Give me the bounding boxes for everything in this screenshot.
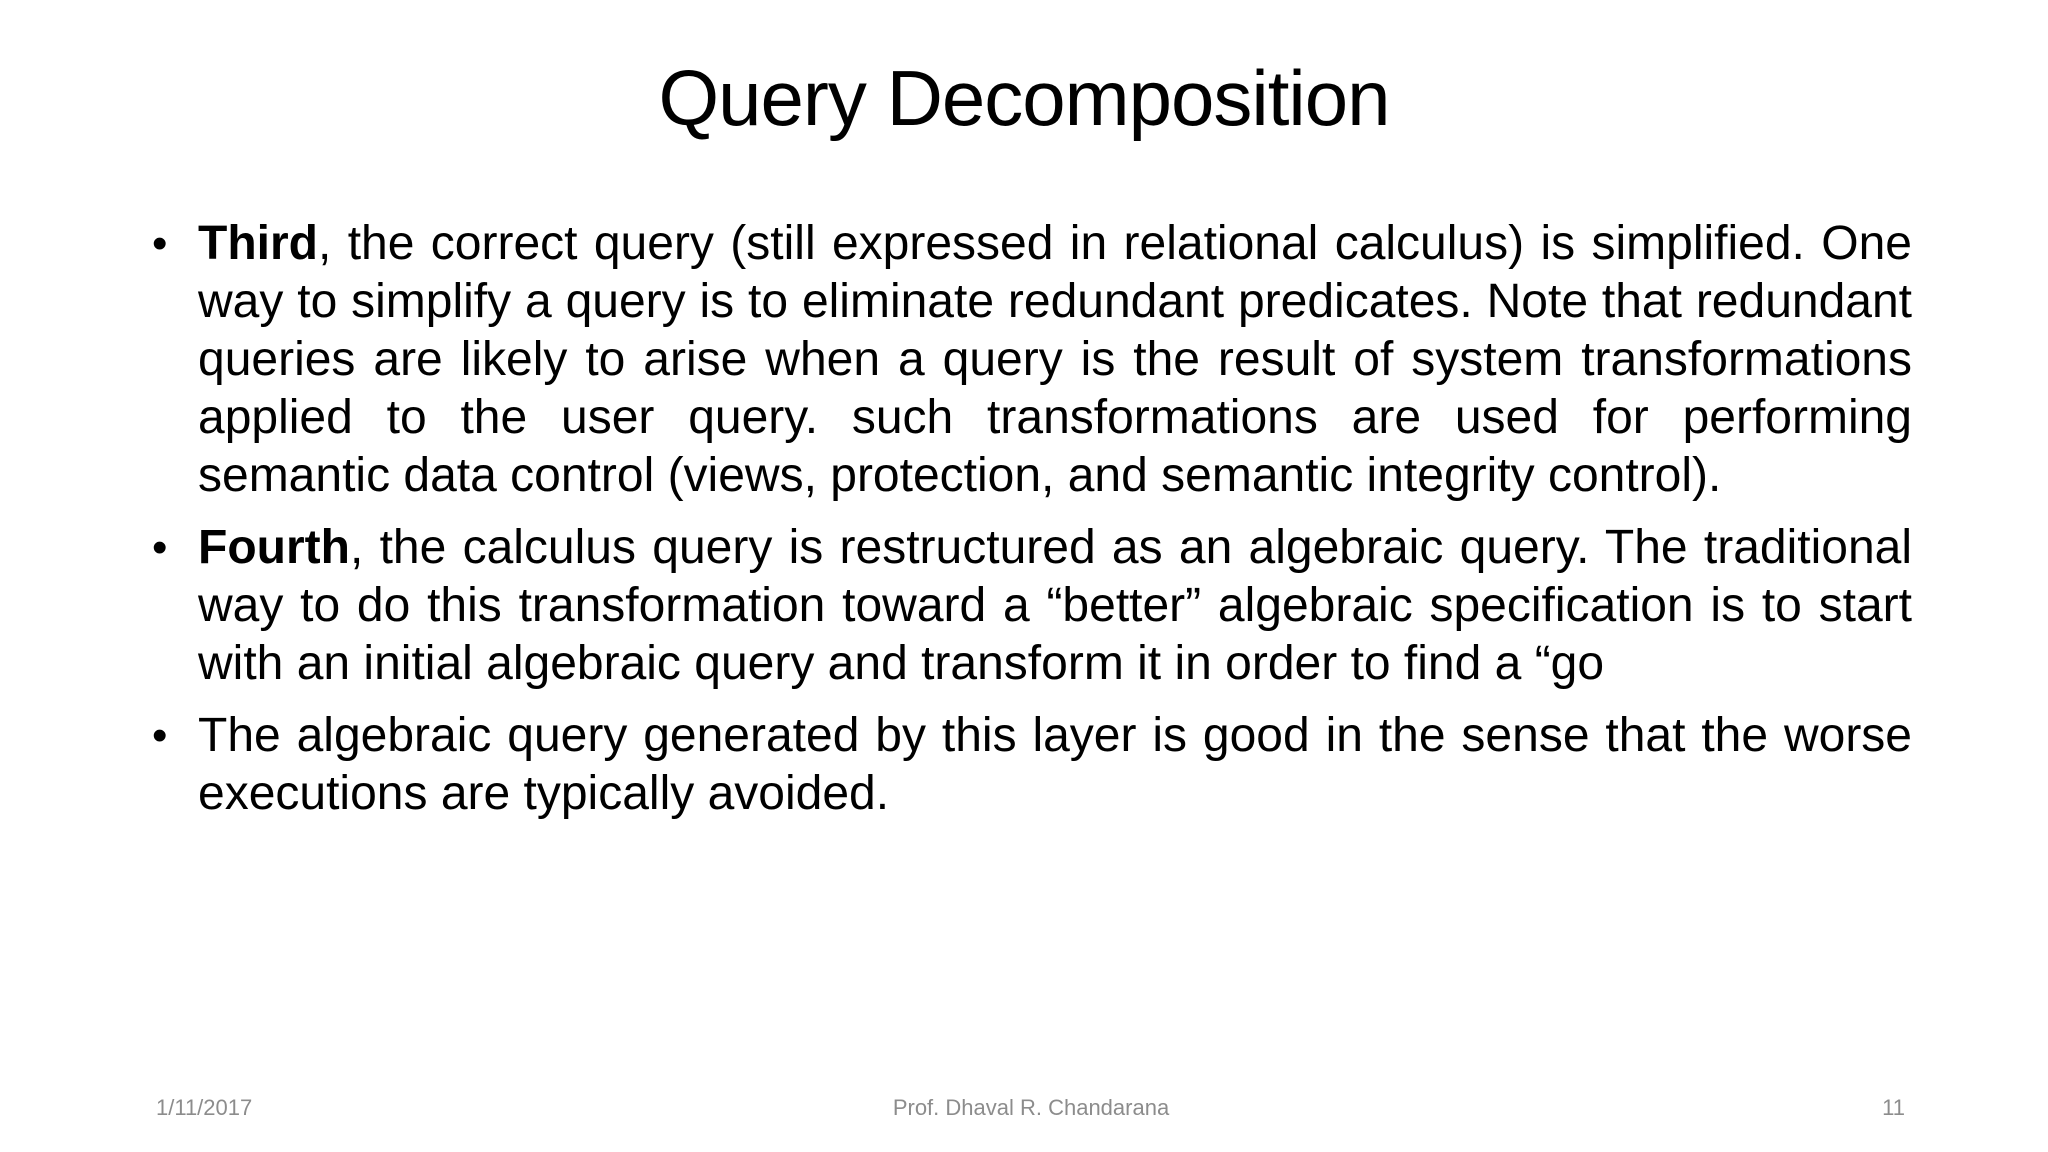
footer-date: 1/11/2017 (156, 1095, 253, 1120)
bullet-list (152, 215, 1912, 837)
bullet-marker: • (152, 219, 168, 268)
bullet-marker: • (152, 523, 168, 572)
bullet-item-third (152, 215, 1912, 505)
bullet-item-fourth (152, 519, 1912, 693)
bullet-body-text: The algebraic query generated by this layer is good in the sense that the worse executions are typically avoided. (198, 709, 1912, 820)
bullet-lead-text: Third (198, 217, 318, 270)
bullet-lead-text: Fourth (198, 521, 350, 574)
slide-title: Query Decomposition (658, 54, 1390, 142)
footer-author: Prof. Dhaval R. Chandarana (892, 1095, 1170, 1120)
bullet-body-text: , the correct query (still expressed in relational calculus) is simplified. One way to simplify a query is to eliminate redundant predicates. Note that redundant queries are likely to arise when a query is the result of system transformations applied to the user query. such transformations are used for performing semantic data control (views, protection, and semantic integrity control). (198, 217, 1912, 502)
bullet-item-algebraic (152, 707, 1912, 823)
footer-page-number: 11 (1882, 1095, 1905, 1120)
bullet-body-text: , the calculus query is restructured as an algebraic query. The traditional way to do this transformation toward a “better” algebraic specification is to start with an initial algebraic query and transform it in order to find a “go (198, 521, 1912, 690)
bullet-marker: • (152, 711, 168, 760)
